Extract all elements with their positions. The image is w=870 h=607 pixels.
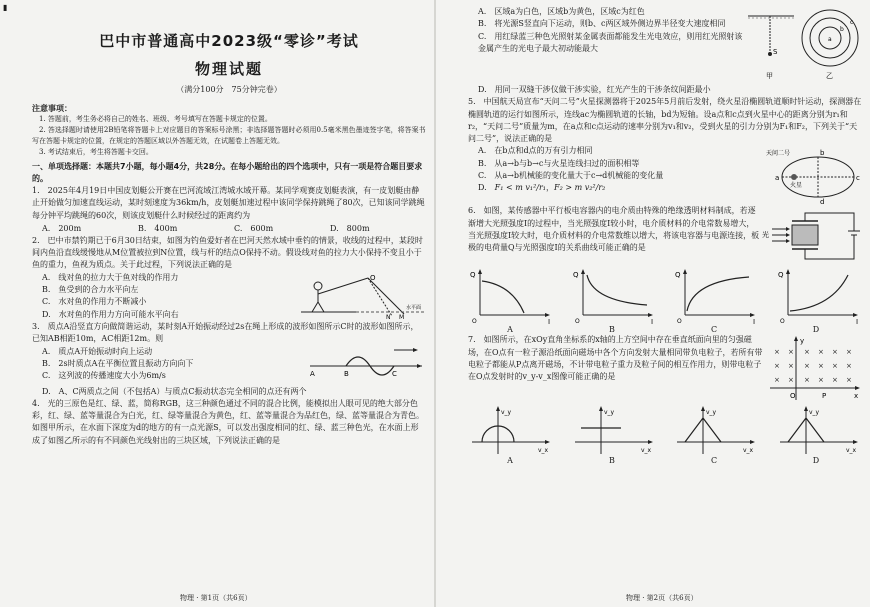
q5-option-b: B. 从a→b与b→c与火星连线扫过的面积相等 bbox=[478, 158, 640, 168]
q1-option-b: B. 400m bbox=[138, 223, 178, 233]
fig-label-origin: O bbox=[790, 392, 796, 401]
fig-label-orbit-b: b bbox=[820, 149, 825, 158]
q6-graph-c-origin: O bbox=[677, 318, 683, 326]
q6-graph-b-axis-i: I bbox=[650, 318, 653, 326]
svg-text:×: × bbox=[818, 362, 824, 371]
q4-option-d: D. 用同一双缝干涉仪做干涉实验，红光产生的干涉条纹间距最小 bbox=[478, 85, 711, 94]
q4-option-c: C. 用红绿蓝三种色光照射某金属表面都能发生光电效应，则用红光照射该金属产生的光电子最大初动能最大 bbox=[478, 31, 743, 53]
q7-label-b: B bbox=[609, 456, 615, 466]
fig-label-mars: 火星 bbox=[790, 182, 803, 190]
q2-option-a: A. 线对鱼的拉力大于鱼对线的作用力 bbox=[42, 272, 179, 282]
q2-option-c: C. 水对鱼的作用力不断减小 bbox=[42, 297, 147, 307]
page-2 bbox=[436, 0, 870, 607]
q1-option-c: C. 600m bbox=[234, 223, 274, 233]
q1-option-d: D. 800m bbox=[330, 223, 370, 233]
q6-graph-d-origin: O bbox=[779, 318, 785, 326]
q6-graph-c bbox=[673, 267, 759, 325]
fig-label-orbit-d: d bbox=[820, 198, 825, 206]
q5-option-d-f2: F₂ > m v₂²/r₂ bbox=[554, 183, 606, 193]
svg-text:×: × bbox=[818, 376, 824, 385]
q6-label-d: D bbox=[812, 325, 820, 335]
q6-graphs bbox=[468, 267, 862, 325]
fig-label-y: y bbox=[800, 337, 805, 346]
q7-graphs bbox=[468, 404, 862, 456]
question-5-text: 5. 中国航天局宣布“天问二号”火星探测器将于2025年5月前后发射，绕火星沿椭圆轨道顺时针运动，探测器在椭圆轨道的运行如图所示，连线ac为椭圆轨道的长轴，bd为短轴。设a点和c点到火星中心的距离分别为r₁和r₂，“天问二号”质量为m，在a点和c点运动的速率分别为v₁和v₂，受到火星的引力分别为F₁和F₂，下列关于“天问二号”，说法正确的是 bbox=[468, 97, 862, 144]
fig-label-x: x bbox=[854, 392, 859, 401]
svg-text:×: × bbox=[846, 348, 852, 357]
svg-text:×: × bbox=[804, 348, 810, 357]
q6-label-a: A bbox=[507, 325, 513, 335]
fig-label-a: A bbox=[310, 369, 315, 378]
fig-label-jia: 甲 bbox=[766, 72, 773, 80]
fig-label-s: S bbox=[773, 48, 778, 56]
fig-label-light: 光 bbox=[762, 231, 769, 240]
fig-label-orbit-c: c bbox=[856, 174, 860, 183]
q6-graph-d bbox=[776, 267, 862, 325]
q7-graph-b-axis-vy: v_y bbox=[603, 409, 614, 417]
question-4-text: 4. 光的三原色是红、绿、蓝，简称RGB，这三种颜色通过不同的混合比例，能模拟出人眼可见的绝大部分色彩，红、绿、蓝等量混合为白光，红、绿等量混合为黄色，红、蓝等量混合为品红色，绿、蓝等量混合为青色。如图甲所示，在水面下深度为d的地方的有一点光源S，可以发出强度相同的红、绿、蓝三种色光，在水面上形成了如图乙所示的有不同颜色光线射出的三块区域，下列说法正确的是 bbox=[32, 398, 424, 445]
fig-label-p: P bbox=[822, 392, 827, 401]
capacitor-figure bbox=[762, 205, 862, 267]
q7-label-c: C bbox=[710, 456, 718, 466]
q7-graph-b-axis-vx: v_x bbox=[640, 447, 651, 455]
question-2-body bbox=[32, 272, 426, 321]
q2-option-b: B. 鱼受到的合力水平向左 bbox=[42, 285, 139, 295]
svg-text:×: × bbox=[832, 362, 838, 371]
svg-text:×: × bbox=[818, 348, 824, 357]
question-1-options bbox=[32, 222, 426, 235]
q1-option-a: A. 200m bbox=[42, 223, 82, 233]
q5-option-a: A. 在b点和d点的万有引力相同 bbox=[478, 146, 593, 156]
q6-graph-a-axis-q: Q bbox=[470, 271, 476, 280]
q6-graph-d-axis-q: Q bbox=[777, 271, 784, 280]
question-5-body bbox=[468, 145, 862, 205]
q6-label-b: B bbox=[609, 325, 615, 335]
q7-graph-a-axis-vx: v_x bbox=[538, 447, 549, 455]
question-6 bbox=[468, 205, 862, 267]
q4-option-b: B. 将光源S竖直向下运动，则b、c两区域外侧边界半径变大速度相同 bbox=[478, 19, 726, 29]
q6-graph-b-axis-q: Q bbox=[572, 271, 579, 280]
q2-option-d: D. 水对鱼的作用力方向可能水平向右 bbox=[42, 309, 179, 319]
note-2: 2. 答选择题时请使用2B铅笔将答题卡上对应题目的答案标号涂黑；非选择题答题时必须用0.5毫米黑色墨迹签字笔，将答案书写在答题卡规定的位置，在规定的答题区域以外答题无效，在试题卷上答题无效。 bbox=[32, 126, 426, 145]
q7-graph-c bbox=[673, 404, 759, 456]
question-3-text: 3. 质点A沿竖直方向做简谐运动，某时刻A开始振动经过2s在绳上形成的波形如图所示C时的波形如图所示，已知AB相距10m，AC相距12m。则 bbox=[32, 321, 419, 344]
svg-text:×: × bbox=[774, 348, 780, 357]
fig-label-b: B bbox=[344, 369, 349, 378]
q7-graph-d-axis-vy: v_y bbox=[808, 409, 820, 417]
page-corner-mark: ▮ bbox=[3, 3, 8, 12]
q7-graph-d bbox=[776, 404, 862, 456]
q3-option-a: A. 质点A开始振动时向上运动 bbox=[42, 346, 153, 356]
question-3-body bbox=[32, 346, 426, 386]
q7-graph-a bbox=[468, 404, 554, 456]
magnetic-field-figure bbox=[766, 334, 862, 404]
q7-label-a: A bbox=[507, 456, 513, 466]
fig-label-probe: 天问二号 bbox=[766, 150, 791, 158]
fig-label-water: 水平面 bbox=[406, 304, 422, 311]
q5-option-d-f1: F₁ < m v₁²/r₁ bbox=[494, 183, 547, 193]
fig-label-n: N bbox=[386, 313, 391, 320]
q6-graph-d-axis-i: I bbox=[855, 318, 859, 326]
question-4-continued bbox=[468, 6, 862, 84]
q7-graph-d-axis-vx: v_x bbox=[845, 447, 857, 455]
q7-graph-a-axis-vy: v_y bbox=[501, 409, 512, 417]
q5-option-c: C. 从a→b机械能的变化量大于c→d机械能的变化量 bbox=[478, 171, 664, 181]
fig-label-region-b: b bbox=[840, 26, 844, 33]
exam-title: 巴中市普通高中2023级“零诊”考试 bbox=[99, 32, 359, 50]
q3-option-c: C. 这列波的传播速度大小为6m/s bbox=[42, 371, 166, 381]
svg-text:×: × bbox=[804, 376, 810, 385]
q7-label-d: D bbox=[812, 456, 820, 466]
fig-label-c: C bbox=[392, 369, 397, 378]
q4-option-a: A. 区域a为白色，区域b为黄色，区域c为红色 bbox=[478, 7, 645, 16]
q7-graph-c-axis-vy: v_y bbox=[706, 409, 717, 417]
q6-graph-b-origin: O bbox=[574, 318, 580, 326]
q6-graph-a-axis-i: I bbox=[548, 318, 551, 326]
q5-option-d: D. F₁ < m v₁²/r₁，F₂ > m v₂²/r₂ bbox=[478, 183, 606, 193]
svg-text:×: × bbox=[846, 362, 852, 371]
fig-label-region-a: a bbox=[828, 36, 832, 43]
question-6-text: 6. 如图，某传感器中平行板电容器内的电介质由特殊的绝缘透明材料制成，若逐渐增大光照强度I的过程中，当光照强度I较小时，电介质材料的介电常数易增大，当光照强度I较大时，电介质材料的介电常数维以增大，将该电容器与电源连接，板极的电荷量Q与光照强度I的关系曲线可能正确的是 bbox=[468, 206, 760, 253]
exam-meta: （满分100分 75分钟完卷） bbox=[176, 85, 282, 94]
q7-graph-c-axis-vx: v_x bbox=[743, 447, 754, 455]
svg-text:×: × bbox=[788, 362, 794, 371]
q6-graph-c-axis-q: Q bbox=[675, 271, 681, 280]
svg-text:×: × bbox=[846, 376, 852, 385]
fig-label-region-c: c bbox=[850, 19, 854, 26]
fig-label-yi: 乙 bbox=[826, 72, 833, 80]
fig-label-m: M bbox=[399, 313, 405, 320]
page-1-footer: 物理 · 第1页（共6页） bbox=[180, 594, 252, 602]
question-7 bbox=[468, 334, 862, 404]
orbit-figure bbox=[762, 145, 862, 205]
q5-option-d-prefix: D. bbox=[478, 183, 495, 193]
exam-subtitle: 物理试题 bbox=[194, 60, 263, 78]
svg-text:×: × bbox=[774, 362, 780, 371]
question-7-text: 7. 如图所示，在xOy直角坐标系的x轴的上方空间中存在垂直纸面向里的匀强磁场，在O点有一粒子源沿纸面向磁场中各个方向发射大量相同带负电粒子，若所有带电粒子都能从P点离开磁场，不计带电粒子重力及粒子间的相互作用力，则带电粒子在O点发射时的v_y-v_x图像可能正确的是 bbox=[468, 335, 763, 382]
svg-text:×: × bbox=[832, 376, 838, 385]
fig-label-o: O bbox=[370, 273, 376, 282]
svg-text:×: × bbox=[774, 376, 780, 385]
q6-graph-a-origin: O bbox=[472, 318, 477, 326]
q6-graph-b bbox=[571, 267, 657, 325]
q6-graph-c-axis-i: I bbox=[753, 318, 756, 326]
fishing-figure bbox=[296, 272, 426, 320]
svg-text:×: × bbox=[788, 376, 794, 385]
q7-graph-b bbox=[571, 404, 657, 456]
q6-graph-a bbox=[468, 267, 554, 325]
q3-option-d: D. A、C两质点之间（不包括A）与质点C振动状态完全相同的点还有两个 bbox=[42, 386, 307, 396]
wave-figure bbox=[306, 346, 426, 386]
q3-option-b: B. 2s时质点A在平衡位置且振动方向向下 bbox=[42, 358, 194, 368]
fig-label-orbit-a: a bbox=[775, 174, 780, 183]
q7-graph-labels bbox=[468, 456, 862, 465]
q6-graph-labels bbox=[468, 325, 862, 334]
light-source-figure bbox=[746, 6, 862, 84]
note-1: 1. 答题前，考生务必将自己的姓名、班级、考号填写在答题卡规定的位置。 bbox=[32, 115, 272, 123]
svg-text:×: × bbox=[832, 348, 838, 357]
q6-label-c: C bbox=[710, 325, 718, 335]
svg-text:×: × bbox=[788, 348, 794, 357]
notes-title: 注意事项： bbox=[32, 104, 72, 113]
page-2-footer: 物理 · 第2页（共6页） bbox=[626, 594, 698, 602]
question-1-text: 1. 2025年4月19日中国皮划艇公开赛在巴河流域江湾城水域开幕。某同学观赛皮划艇表演，有一皮划艇由静止开始做匀加速直线运动，某时刻速度为36km/h，皮划艇加速过程中该同学保持跳绳了80次，已知该同学跳绳每分钟平均跳绳的60次，则该皮划艇什么时候经过的距离约为 bbox=[32, 186, 425, 220]
section-header: 一、单项选择题：本题共7小题，每小题4分，共28分。在每小题给出的四个选项中，只有一项是符合题目要求的。 bbox=[32, 162, 423, 183]
question-2-text: 2. 巴中市禁钓期已于6月30日结束，如图为钓鱼爱好者在巴河天然水域中垂钓的情景，收线的过程中，某段时间内鱼沿直线缓慢地从M位置被拉到N位置，线与杆的结点O保持不动。假设线对鱼的拉力大小保持不变且小于鱼的重力，鱼视为质点。关于此过程，下列说法正确的是 bbox=[32, 235, 423, 270]
svg-text:×: × bbox=[804, 362, 810, 371]
note-3: 3. 考试结束后，考生将答题卡交回。 bbox=[32, 148, 153, 156]
